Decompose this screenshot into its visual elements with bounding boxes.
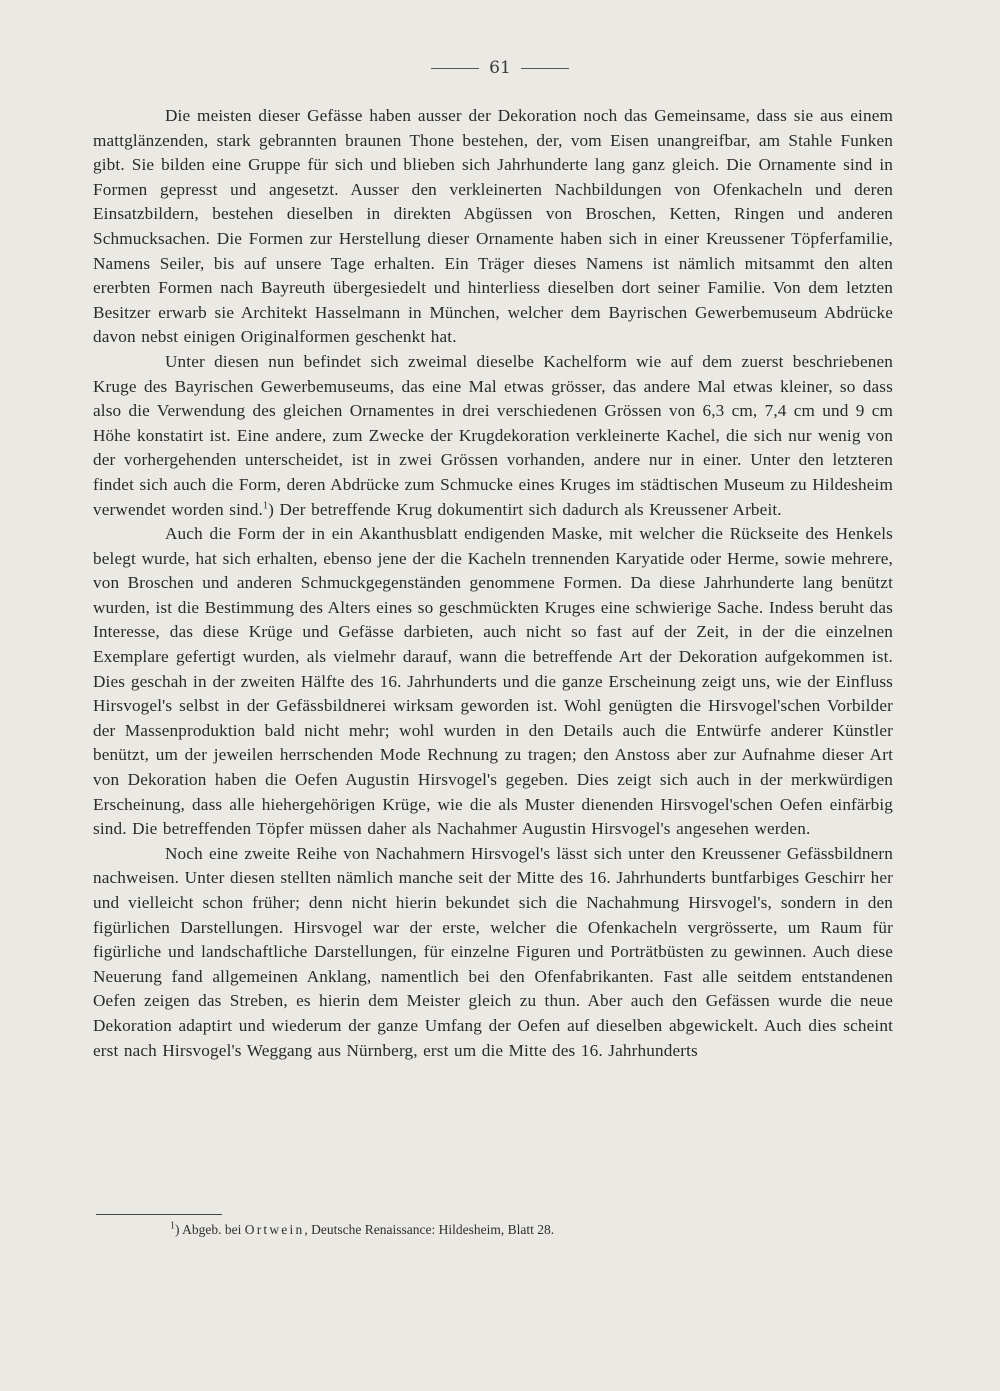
page-header: [0, 58, 1000, 78]
paragraph: [93, 104, 893, 350]
paragraph-text: Auch die Form der in ein Akanthusblatt endigenden Maske, mit welcher die Rückseite des Henkels belegt wurde, hat sich erhalten, ebenso jene der die Kacheln trennenden Karyatide oder Herme, sowie mehrere, von Broschen und anderen Schmuckgegenständen genommene Formen. Da diese Jahrhunderte lang benützt wurden, ist die Bestimmung des Alters eines so geschmückten Kruges eine schwierige Sache. Indess beruht das Interesse, das diese Krüge und Gefässe darbieten, auch nicht so fast auf der Zeit, in der die einzelnen Exemplare gefertigt wurden, als vielmehr darauf, wann die betreffende Art der Dekoration aufgekommen ist. Dies geschah in der zweiten Hälfte des 16. Jahrhunderts und die ganze Erscheinung zeigt uns, wie der Einfluss Hirsvogel's selbst in der Gefässbildnerei wirksam geworden ist. Wohl genügten die Hirsvogel'schen Vorbilder der Massenproduktion bald nicht mehr; wohl wurden in den Details auch die Entwürfe anderer Künstler benützt, um der jeweilen herrschenden Mode Rechnung zu tragen; den Anstoss aber zur Aufnahme dieser Art von Dekoration haben die Oefen Augustin Hirsvogel's gegeben. Dies zeigt sich auch in der merkwürdigen Erscheinung, dass alle hiehergehörigen Krüge, wie die als Muster dienenden Hirsvogel'schen Oefen einfärbig sind. Die betreffenden Töpfer müssen daher als Nachahmer Augustin Hirsvogel's angesehen werden.: [93, 524, 893, 839]
footnote-prefix: ) Abgeb. bei: [175, 1222, 245, 1237]
footnote-marker: 1: [170, 1220, 175, 1232]
footnote: [170, 1222, 554, 1238]
paragraph-text: ) Der betreffende Krug dokumentirt sich dadurch als Kreussener Arbeit.: [268, 499, 782, 519]
footnote-citation: , Deutsche Renaissance: Hildesheim, Blatt 28.: [304, 1222, 555, 1237]
paragraph: [93, 350, 893, 522]
paragraph-text: Unter diesen nun befindet sich zweimal dieselbe Kachelform wie auf dem zuerst beschriebenen Kruge des Bayrischen Gewerbemuseums, das eine Mal etwas grösser, das andere Mal etwas kleiner, so dass also die Verwendung des gleichen Ornamentes in drei verschiedenen Grössen von 6,3 cm, 7,4 cm und 9 cm Höhe konstatirt ist. Eine andere, zum Zwecke der Krugdekoration verkleinerte Kachel, die sich nur wenig von der vorhergehenden unterscheidet, ist in zwei Grössen vorhanden, andere nur in einer. Unter den letzteren findet sich auch die Form, deren Abdrücke zum Schmucke eines Kruges im städtischen Museum zu Hildesheim verwendet worden sind.: [93, 351, 893, 519]
header-rule-left: [431, 68, 479, 69]
header-rule-right: [521, 68, 569, 69]
paragraph-text: Die meisten dieser Gefässe haben ausser der Dekoration noch das Gemeinsame, dass sie aus einem mattglänzenden, stark gebrannten braunen Thone bestehen, der, vom Eisen unangreifbar, am Stahle Funken gibt. Sie bilden eine Gruppe für sich und blieben sich Jahrhunderte lang ganz gleich. Die Ornamente sind in Formen gepresst und angesetzt. Ausser den verkleinerten Nachbildungen von Ofenkacheln und deren Einsatzbildern, bestehen dieselben in direkten Abgüssen von Broschen, Ketten, Ringen und anderen Schmucksachen. Die Formen zur Herstellung dieser Ornamente haben sich in einer Kreussener Töpferfamilie, Namens Seiler, bis auf unsere Tage erhalten. Ein Träger dieses Namens ist nämlich mitsammt den alten ererbten Formen nach Bayreuth übergesiedelt und hinterliess dieselben dort seiner Familie. Von dem letzten Besitzer erwarb sie Architekt Hasselmann in München, welcher dem Bayrischen Gewerbemuseum Abdrücke davon nebst einigen Originalformen geschenkt hat.: [93, 106, 893, 347]
paragraph: [93, 522, 893, 842]
footnote-reference: 1: [262, 499, 269, 511]
body-text: [93, 104, 893, 1063]
footnote-rule: [96, 1214, 222, 1215]
footnote-author: Ortwein: [244, 1222, 305, 1237]
paragraph: [93, 842, 893, 1063]
paragraph-text: Noch eine zweite Reihe von Nachahmern Hirsvogel's lässt sich unter den Kreussener Gefässbildnern nachweisen. Unter diesen stellten nämlich manche seit der Mitte des 16. Jahrhunderts buntfarbiges Geschirr her und vielleicht schon früher; denn nicht hierin bekundet sich die Nachahmung Hirsvogel's, sondern in den figürlichen Darstellungen. Hirsvogel war der erste, welcher die Ofenkacheln vergrösserte, um Raum für figürliche und landschaftliche Darstellungen, für einzelne Figuren und Porträtbüsten zu gewinnen. Auch diese Neuerung fand allgemeinen Anklang, namentlich bei den Ofenfabrikanten. Fast alle seitdem entstandenen Oefen zeigen das Streben, es hierin dem Meister gleich zu thun. Aber auch den Gefässen wurde die neue Dekoration adaptirt und wiederum der ganze Umfang der Oefen auf dieselben abgewickelt. Auch dies scheint erst nach Hirsvogel's Weggang aus Nürnberg, erst um die Mitte des 16. Jahrhunderts: [93, 843, 893, 1060]
page-number: 61: [489, 58, 511, 78]
